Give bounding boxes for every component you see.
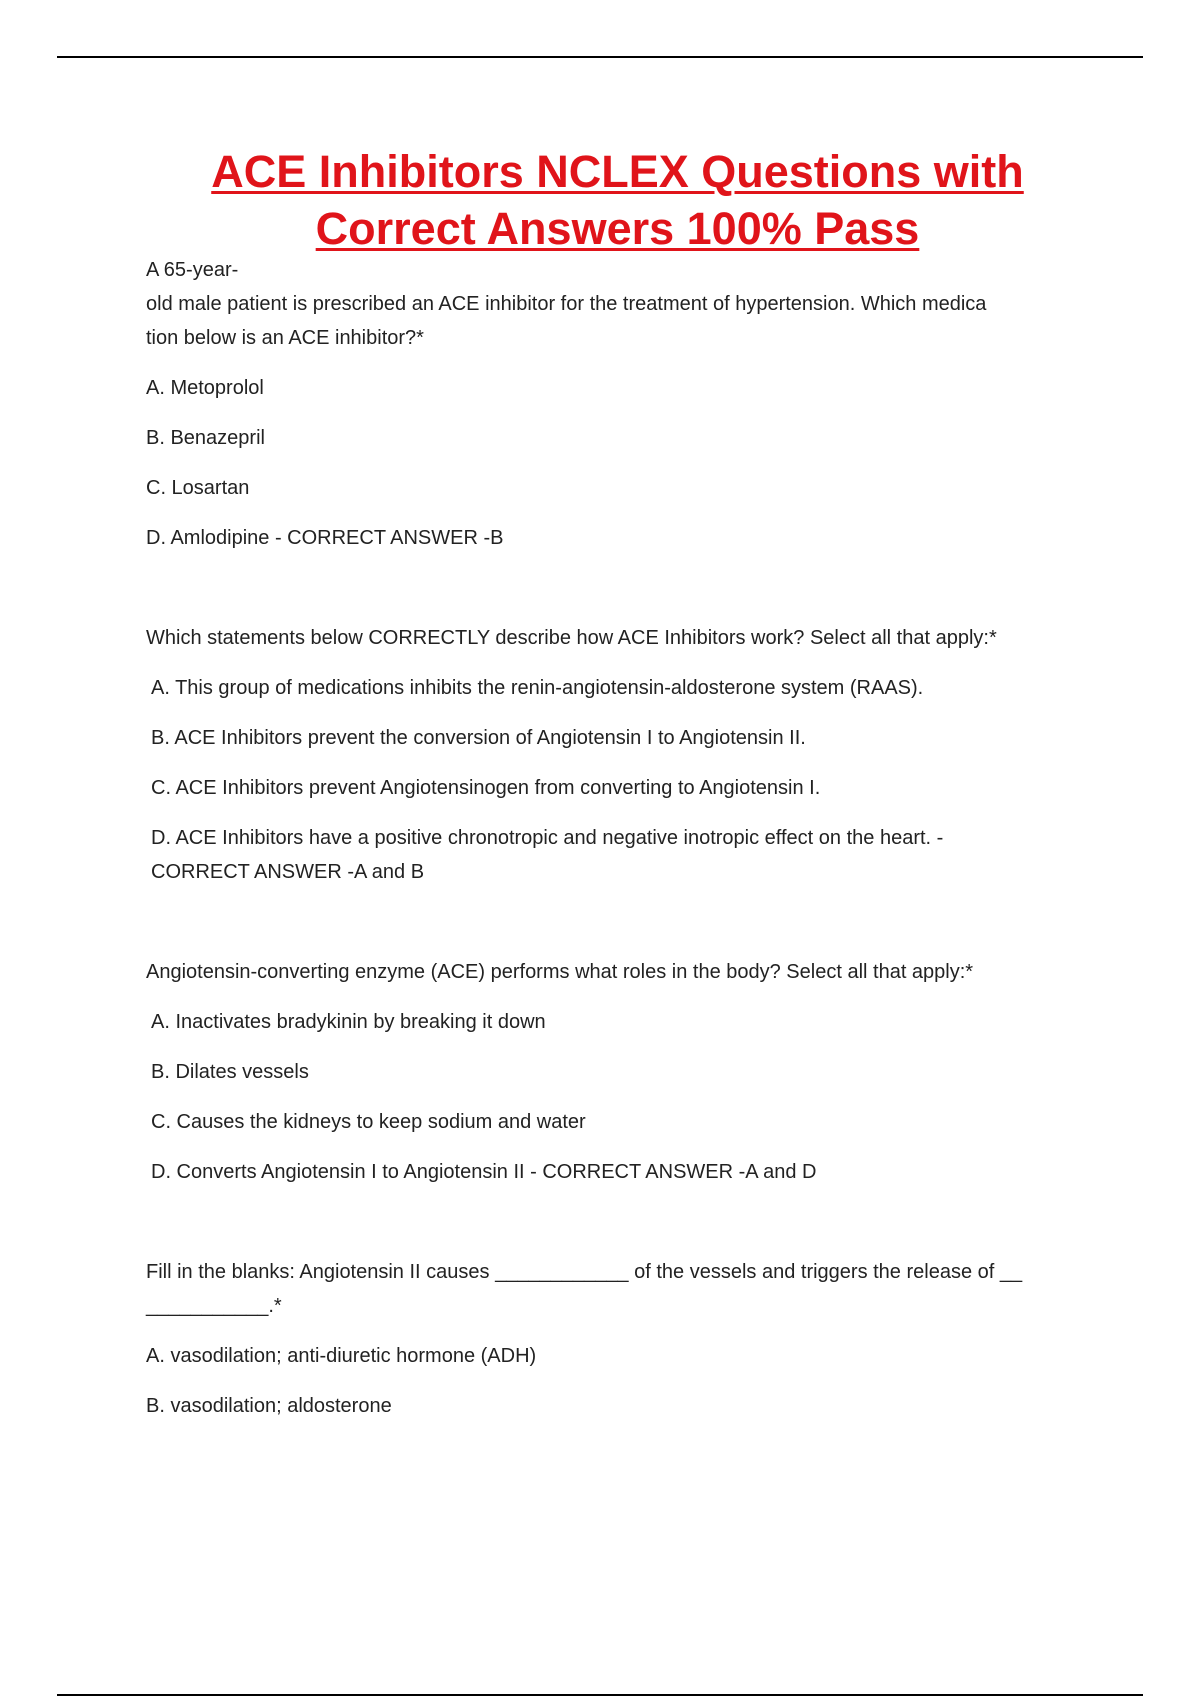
question-stem: Which statements below CORRECTLY describe how ACE Inhibitors work? Select all that apply:* (146, 627, 997, 649)
answer-option: B. vasodilation; aldosterone (146, 1395, 392, 1417)
answer-option: B. Benazepril (146, 427, 265, 449)
section-gap (146, 889, 1096, 955)
answer-option: D. Amlodipine - CORRECT ANSWER -B (146, 527, 504, 549)
question-3 (146, 955, 1096, 1189)
answer-option: D. Converts Angiotensin I to Angiotensin II - CORRECT ANSWER -A and D (151, 1161, 817, 1183)
question-2 (146, 621, 1096, 889)
question-stem: Angiotensin-converting enzyme (ACE) performs what roles in the body? Select all that apply:* (146, 961, 974, 983)
answer-option: A. Inactivates bradykinin by breaking it down (151, 1011, 546, 1033)
footer-rule (57, 1694, 1143, 1696)
question-stem: A 65-year- old male patient is prescribed an ACE inhibitor for the treatment of hypertension. Which medica tion below is an ACE inhibitor?* (146, 259, 987, 349)
answer-option: C. Causes the kidneys to keep sodium and water (151, 1111, 586, 1133)
section-gap (146, 1189, 1096, 1255)
answer-option: D. ACE Inhibitors have a positive chronotropic and negative inotropic effect on the heart. - CORRECT ANSWER -A and B (146, 821, 1096, 889)
document-body (146, 253, 1096, 1423)
title-line-1: ACE Inhibitors NCLEX Questions with (211, 146, 1024, 197)
answer-option: A. Metoprolol (146, 377, 264, 399)
answer-option: B. ACE Inhibitors prevent the conversion of Angiotensin I to Angiotensin II. (151, 727, 806, 749)
answer-option: A. vasodilation; anti-diuretic hormone (ADH) (146, 1345, 537, 1367)
question-stem: Fill in the blanks: Angiotensin II causes ____________ of the vessels and triggers the release of __ ___________.* (146, 1261, 1023, 1317)
title-line-2: Correct Answers 100% Pass (315, 203, 920, 254)
answer-option: C. ACE Inhibitors prevent Angiotensinogen from converting to Angiotensin I. (151, 777, 821, 799)
section-gap (146, 555, 1096, 621)
question-1 (146, 253, 1096, 555)
page-title (0, 143, 1200, 257)
answer-option: C. Losartan (146, 477, 250, 499)
question-4 (146, 1255, 1096, 1423)
answer-option: A. This group of medications inhibits the renin-angiotensin-aldosterone system (RAAS). (151, 677, 924, 699)
header-rule (57, 56, 1143, 58)
answer-option: B. Dilates vessels (151, 1061, 309, 1083)
correct-answer: CORRECT ANSWER -A and B (151, 861, 425, 883)
